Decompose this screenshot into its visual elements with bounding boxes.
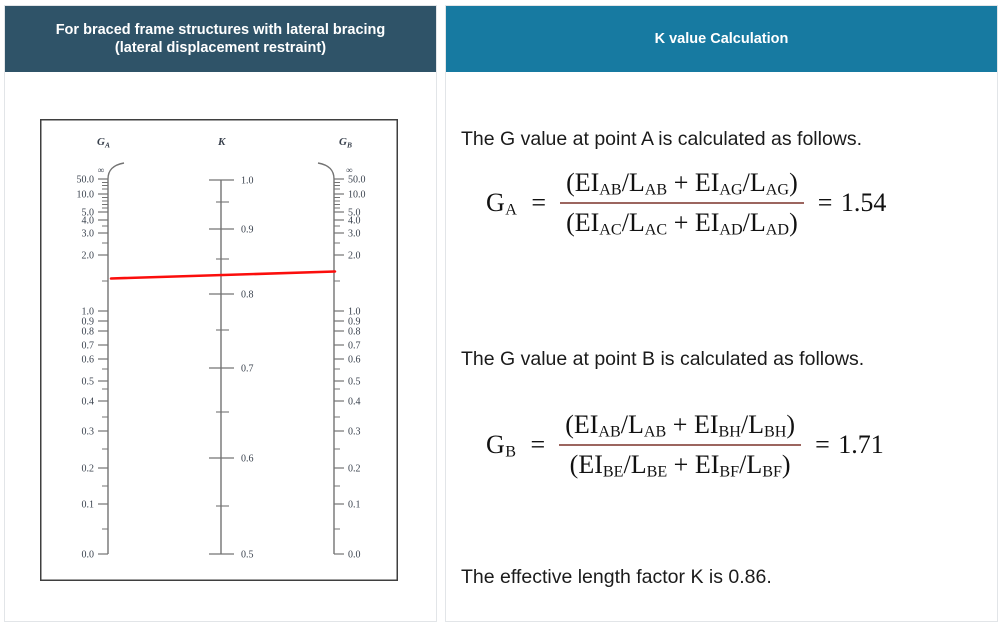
- equals-sign: =: [530, 430, 546, 459]
- svg-text:0.5: 0.5: [241, 549, 254, 561]
- svg-text:K: K: [218, 136, 226, 148]
- ga-result: = 1.54: [817, 188, 887, 217]
- svg-text:0.1: 0.1: [81, 499, 94, 511]
- ga-numerator: $(EI_{AB}/L_{AB} + EI_{AG}/L_{AG})$: [566, 168, 798, 199]
- svg-text:∞: ∞: [346, 165, 353, 175]
- svg-text:0.2: 0.2: [81, 463, 94, 475]
- gb-intro-text: The G value at point B is calculated as follows.: [461, 348, 865, 370]
- svg-text:0.6: 0.6: [81, 354, 94, 366]
- svg-text:GB: $G_B$: [339, 136, 352, 150]
- gb-formula: [486, 410, 884, 480]
- gb-numerator: $(EI_{AB}/L_{AB} + EI_{BH}/L_{BH})$: [565, 410, 796, 441]
- svg-text:1.0: 1.0: [348, 306, 361, 318]
- equals-sign: =: [531, 188, 547, 217]
- ga-denominator: $(EI_{AC}/L_{AC} + EI_{AD}/L_{AD})$: [560, 202, 804, 238]
- svg-text:0.3: 0.3: [348, 426, 361, 438]
- left-header-line1: For braced frame structures with lateral bracing: [55, 22, 386, 38]
- svg-text:0.1: 0.1: [348, 499, 361, 511]
- svg-text:0.0: 0.0: [348, 549, 361, 561]
- svg-text:4.0: 4.0: [348, 215, 361, 227]
- gb-formula-lhs: $G_B$: [486, 430, 517, 461]
- svg-text:0.8: 0.8: [348, 326, 361, 338]
- svg-text:10.0: 10.0: [76, 189, 94, 201]
- svg-text:3.0: 3.0: [348, 228, 361, 240]
- svg-text:0.3: 0.3: [81, 426, 94, 438]
- ga-formula: [486, 168, 886, 238]
- svg-text:5.0: 5.0: [348, 207, 361, 219]
- svg-text:0.6: 0.6: [241, 453, 254, 465]
- svg-text:0.4: 0.4: [348, 396, 361, 408]
- svg-text:0.7: 0.7: [81, 340, 94, 352]
- left-panel-header: [5, 6, 436, 72]
- svg-text:0.7: 0.7: [348, 340, 361, 352]
- ga-formula-lhs: $G_A$: [486, 188, 518, 219]
- svg-text:0.2: 0.2: [348, 463, 361, 475]
- svg-text:2.0: 2.0: [81, 250, 94, 262]
- svg-text:0.9: 0.9: [241, 224, 254, 236]
- left-panel: [4, 5, 437, 622]
- svg-text:0.7: 0.7: [241, 363, 254, 375]
- gb-denominator: $(EI_{BE}/L_{BE} + EI_{BF}/L_{BF})$: [559, 444, 801, 480]
- left-header-line2: (lateral displacement restraint): [114, 40, 327, 56]
- svg-text:GA: $G_A$: [97, 136, 110, 150]
- svg-text:0.8: 0.8: [241, 289, 254, 301]
- svg-text:1.0: 1.0: [81, 306, 94, 318]
- svg-text:10.0: 10.0: [348, 189, 366, 201]
- svg-text:4.0: 4.0: [81, 215, 94, 227]
- svg-text:50.0: 50.0: [348, 174, 366, 186]
- svg-text:0.0: 0.0: [81, 549, 94, 561]
- gb-result: = 1.71: [815, 430, 884, 459]
- svg-text:0.5: 0.5: [348, 376, 361, 388]
- ga-fraction: [560, 168, 804, 238]
- svg-text:0.9: 0.9: [348, 316, 361, 328]
- right-panel: [445, 5, 998, 622]
- svg-text:2.0: 2.0: [348, 250, 361, 262]
- nomograph-chart: [40, 119, 398, 581]
- svg-text:0.5: 0.5: [81, 376, 94, 388]
- svg-text:0.4: 0.4: [81, 396, 94, 408]
- ga-intro-text: The G value at point A is calculated as follows.: [461, 128, 863, 150]
- svg-text:0.6: 0.6: [348, 354, 361, 366]
- svg-text:1.0: 1.0: [241, 175, 254, 187]
- svg-text:5.0: 5.0: [81, 207, 94, 219]
- svg-text:50.0: 50.0: [76, 174, 94, 186]
- svg-text:0.9: 0.9: [81, 316, 94, 328]
- alignment-chart-svg: [40, 119, 398, 581]
- svg-text:3.0: 3.0: [81, 228, 94, 240]
- right-panel-header: [446, 6, 997, 72]
- gb-fraction: [559, 410, 801, 480]
- k-factor-text: The effective length factor K is 0.86.: [461, 566, 772, 588]
- right-header-title: K value Calculation: [654, 31, 789, 47]
- svg-text:0.8: 0.8: [81, 326, 94, 338]
- svg-text:∞: ∞: [97, 165, 104, 175]
